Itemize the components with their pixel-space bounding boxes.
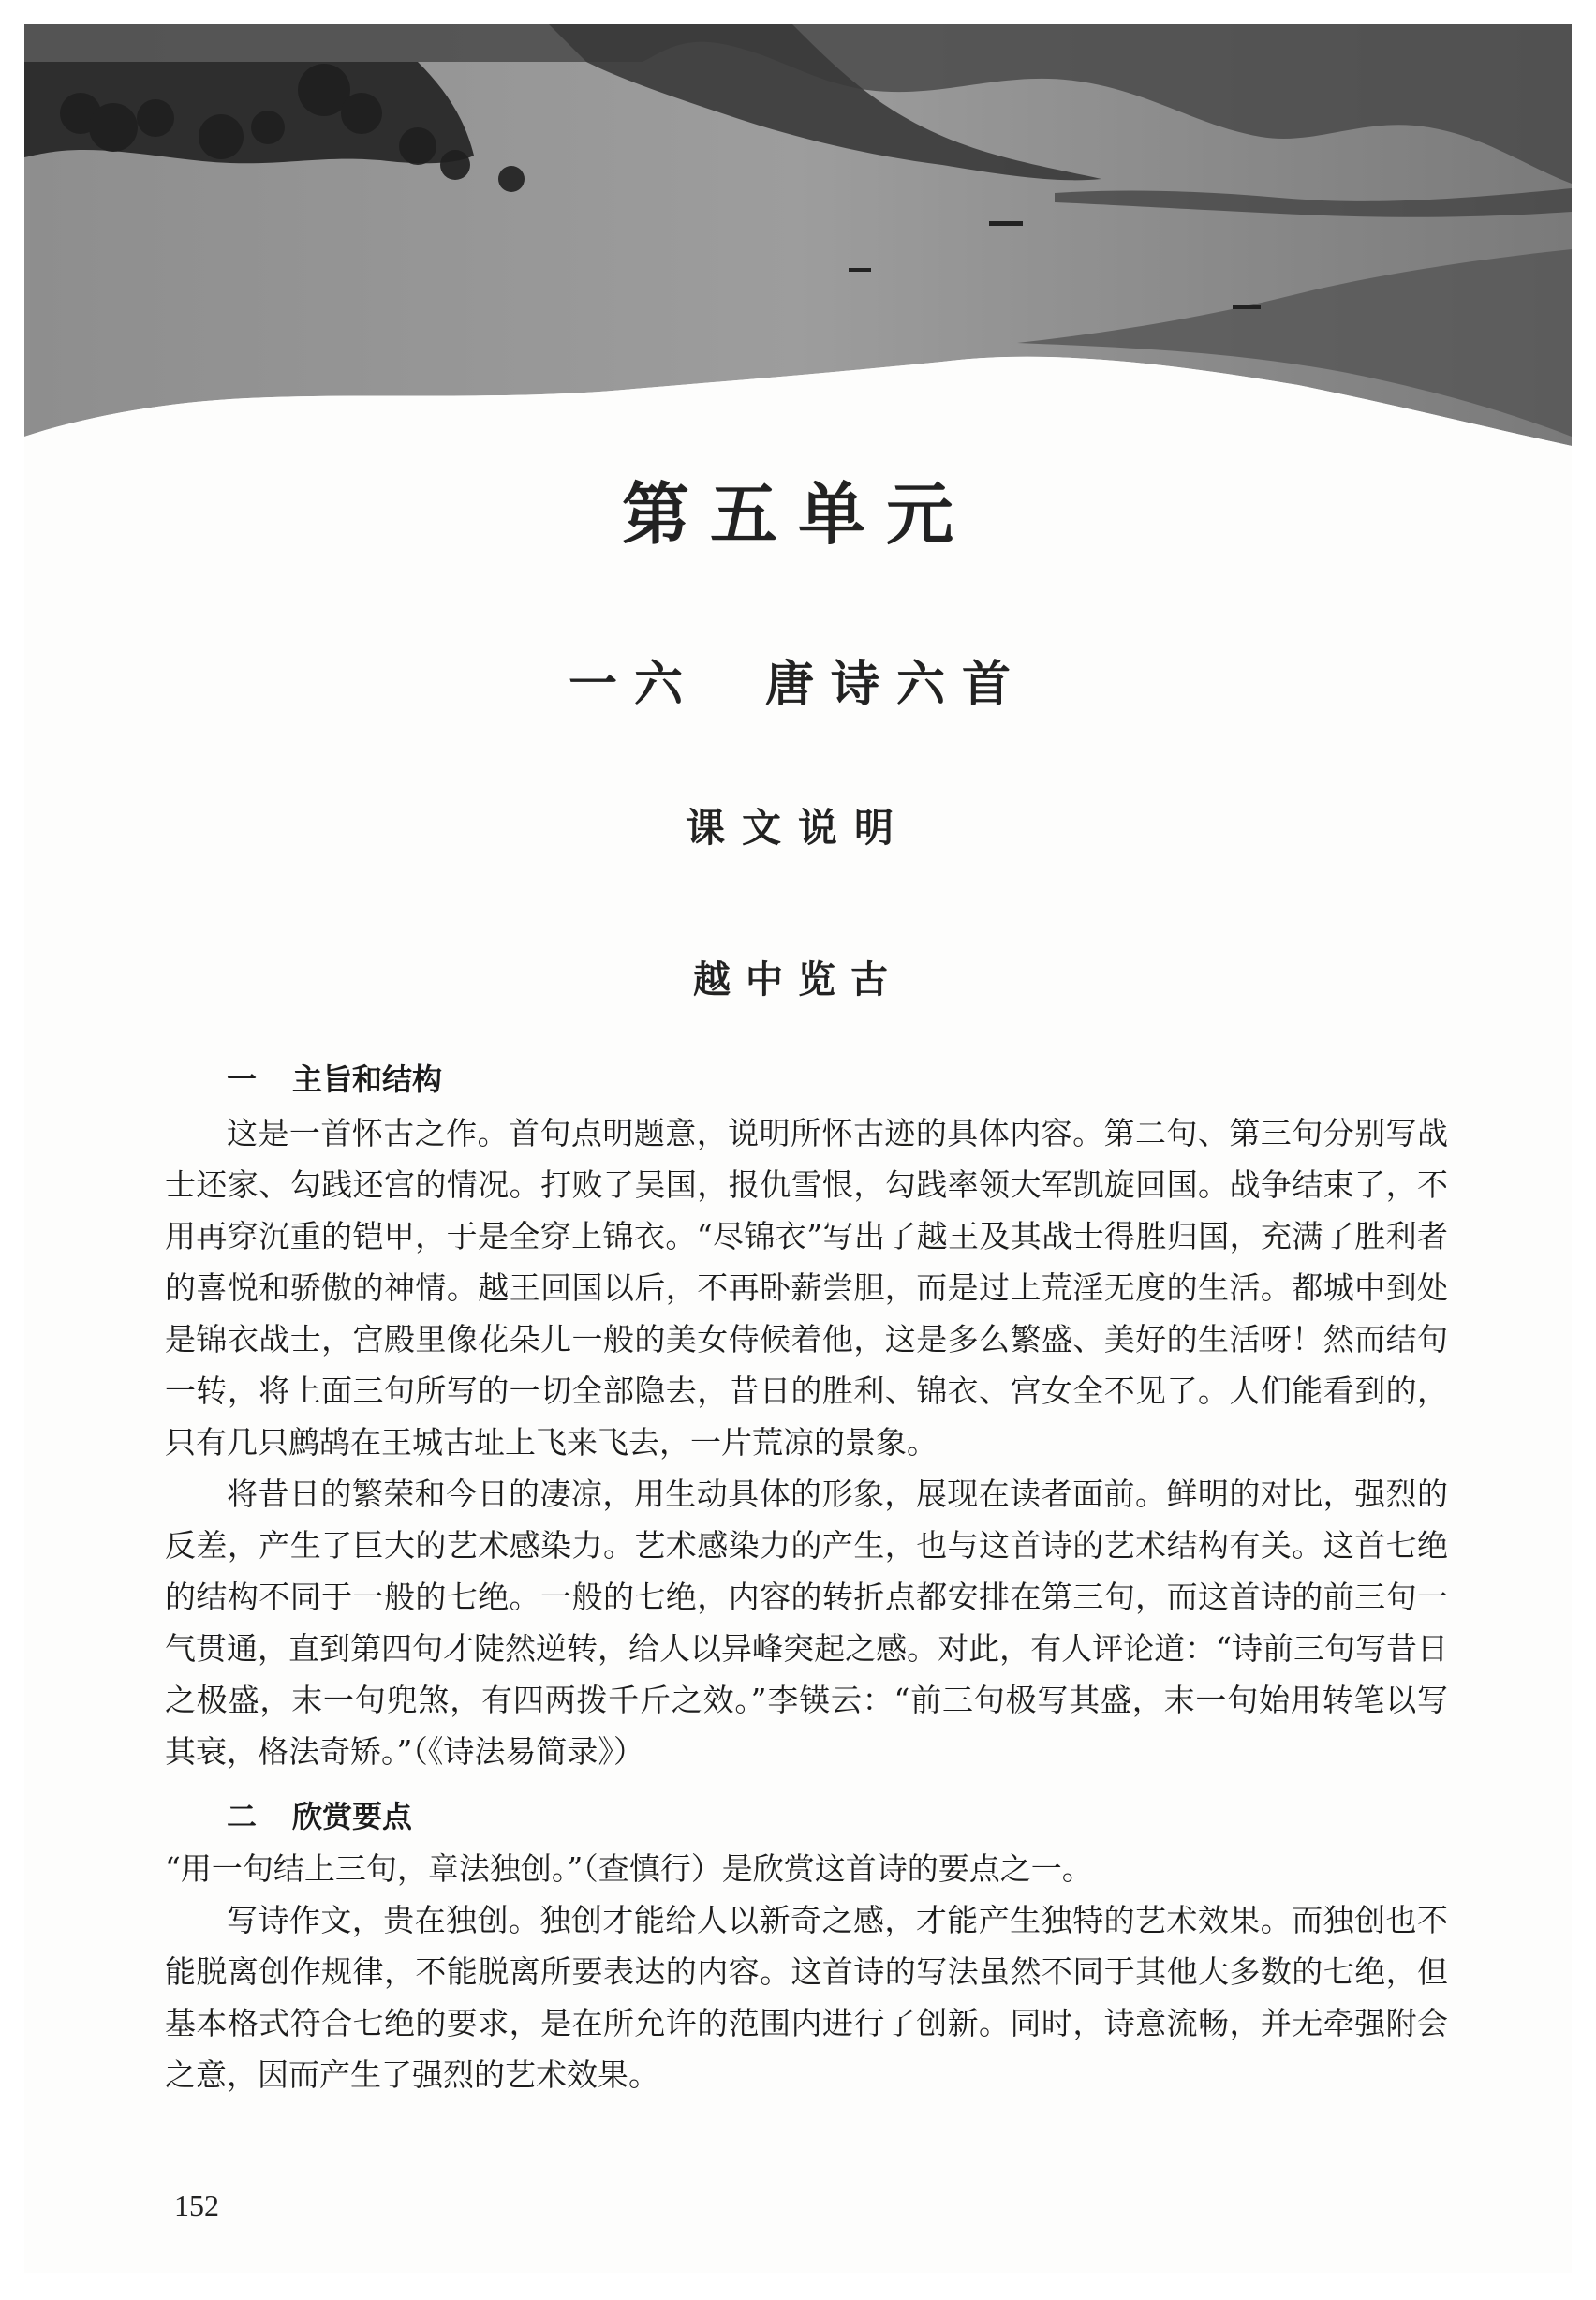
paragraph: 写诗作文，贵在独创。独创才能给人以新奇之感，才能产生独特的艺术效果。而独创也不能脱离创作规律，不能脱离所要表达的内容。这首诗的写法虽然不同于其他大多数的七绝，但基本格式符合七绝的要求，是在所允许的范围内进行了创新。同时，诗意流畅，并无牵强附会之意，因而产生了强烈的艺术效果。	[165, 1902, 1448, 2093]
poem-title: 越中览古	[693, 957, 903, 1002]
landscape-ink-painting	[24, 24, 1572, 465]
section-number: 一	[227, 1061, 258, 1097]
paragraph: 将昔日的繁荣和今日的凄凉，用生动具体的形象，展现在读者面前。鲜明的对比，强烈的反差，产生了巨大的艺术感染力。艺术感染力的产生，也与这首诗的艺术结构有关。这首七绝的结构不同于一般的七绝。一般的七绝，内容的转折点都安排在第三句，而这首诗的前三句一气贯通，直到第四句才陡然逆转，给人以异峰突起之感。对此，有人评论道：“诗前三句写昔日之极盛，末一句兜煞，有四两拨千斤之效。”李锳云：“前三句极写其盛，末一句始用转笔以写其衰，格法奇矫。”（《诗法易简录》）	[165, 1476, 1448, 1770]
section-title: 课文说明	[685, 805, 910, 851]
section-heading-1	[165, 1053, 1448, 1105]
lesson-title: 一六 唐诗六首	[568, 656, 1027, 713]
document-page	[24, 24, 1572, 2273]
section-heading-text: 主旨和结构	[292, 1061, 443, 1097]
paragraph: “用一句结上三句，章法独创。”（查慎行）是欣赏这首诗的要点之一。	[165, 1850, 1093, 1887]
section-number: 二	[227, 1799, 258, 1834]
section-heading-2	[165, 1790, 1448, 1843]
paragraph: 这是一首怀古之作。首句点明题意，说明所怀古迹的具体内容。第二句、第三句分别写战士还家、勾践还宫的情况。打败了吴国，报仇雪恨，勾践率领大军凯旋回国。战争结束了，不用再穿沉重的铠甲，于是全穿上锦衣。“尽锦衣”写出了越王及其战士得胜归国，充满了胜利者的喜悦和骄傲的神情。越王回国以后，不再卧薪尝胆，而是过上荒淫无度的生活。都城中到处是锦衣战士，宫殿里像花朵儿一般的美女侍候着他，这是多么繁盛、美好的生活呀！然而结句一转，将上面三句所写的一切全部隐去，昔日的胜利、锦衣、宫女全不见了。人们能看到的，只有几只鹧鸪在王城古址上飞来飞去，一片荒凉的景象。	[165, 1115, 1448, 1461]
section-heading-text: 欣赏要点	[292, 1799, 413, 1834]
unit-title: 第五单元	[621, 474, 974, 554]
article-body	[165, 1053, 1448, 2100]
page-number: 152	[174, 2189, 219, 2222]
